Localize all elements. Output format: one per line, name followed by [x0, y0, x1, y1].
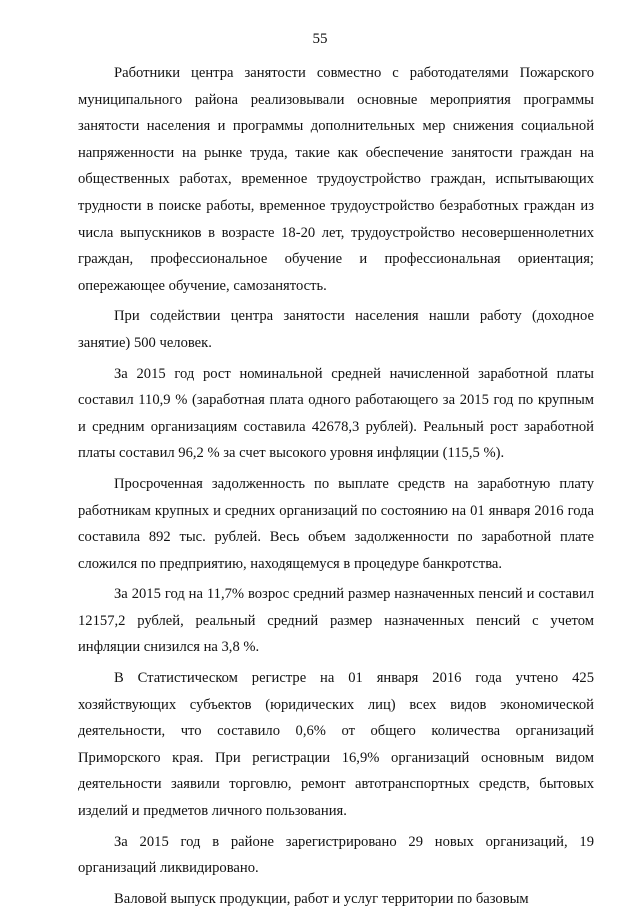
- document-body: [78, 60, 594, 916]
- paragraph-wage-arrears: Просроченная задолженность по выплате средств на заработную плату работникам крупных и средних организаций по состоянию на 01 января 2016 года составила 892 тыс. рублей. Весь объем задолженности по заработной плате сложился по предприятию, находящемуся в процедуре банкротства.: [78, 475, 594, 572]
- paragraph-pensions: За 2015 год на 11,7% возрос средний размер назначенных пенсий и составил 12157,2 рублей, реальный средний размер назначенных пенсий с учетом инфляции снизился на 3,8 %.: [78, 586, 594, 656]
- paragraph-wage-growth: За 2015 год рост номинальной средней начисленной заработной платы составил 110,9 % (заработная плата одного работающего за 2015 год по крупным и средним организациям составила 42678,3 рублей). Реальный рост заработной платы составил 96,2 % за счет высокого уровня инфляции (115,5 %).: [78, 365, 594, 462]
- paragraph-statistical-register: В Статистическом регистре на 01 января 2016 года учтено 425 хозяйствующих субъектов (юридических лиц) всех видов экономической деятельности, что составило 0,6% от общего количества организаций Приморского края. При регистрации 16,9% организаций основным видом деятельности заявили торговлю, ремонт автотранспортных средств, бытовых изделий и предметов личного пользования.: [78, 670, 594, 820]
- paragraph-new-organizations: За 2015 год в районе зарегистрировано 29 новых организаций, 19 организаций ликвидировано.: [78, 833, 594, 877]
- page-number: 55: [312, 31, 328, 47]
- paragraph-gross-output: Валовой выпуск продукции, работ и услуг территории по базовым: [114, 890, 529, 907]
- paragraph-employment-programs: Работники центра занятости совместно с работодателями Пожарского муниципального района реализовывали основные мероприятия программы занятости населения и программы дополнительных мер снижения социальной напряженности на рынке труда, такие как обеспечение занятости граждан на общественных работах, временное трудоустройство граждан, испытывающих трудности в поиске работы, временное трудоустройство безработных граждан из числа выпускников в возрасте 18-20 лет, трудоустройство несовершеннолетних граждан, профессиональное обучение и профессиональная ориентация; опережающее обучение, самозанятость.: [78, 65, 594, 294]
- paragraph-job-placement: При содействии центра занятости населения нашли работу (доходное занятие) 500 человек.: [78, 308, 594, 351]
